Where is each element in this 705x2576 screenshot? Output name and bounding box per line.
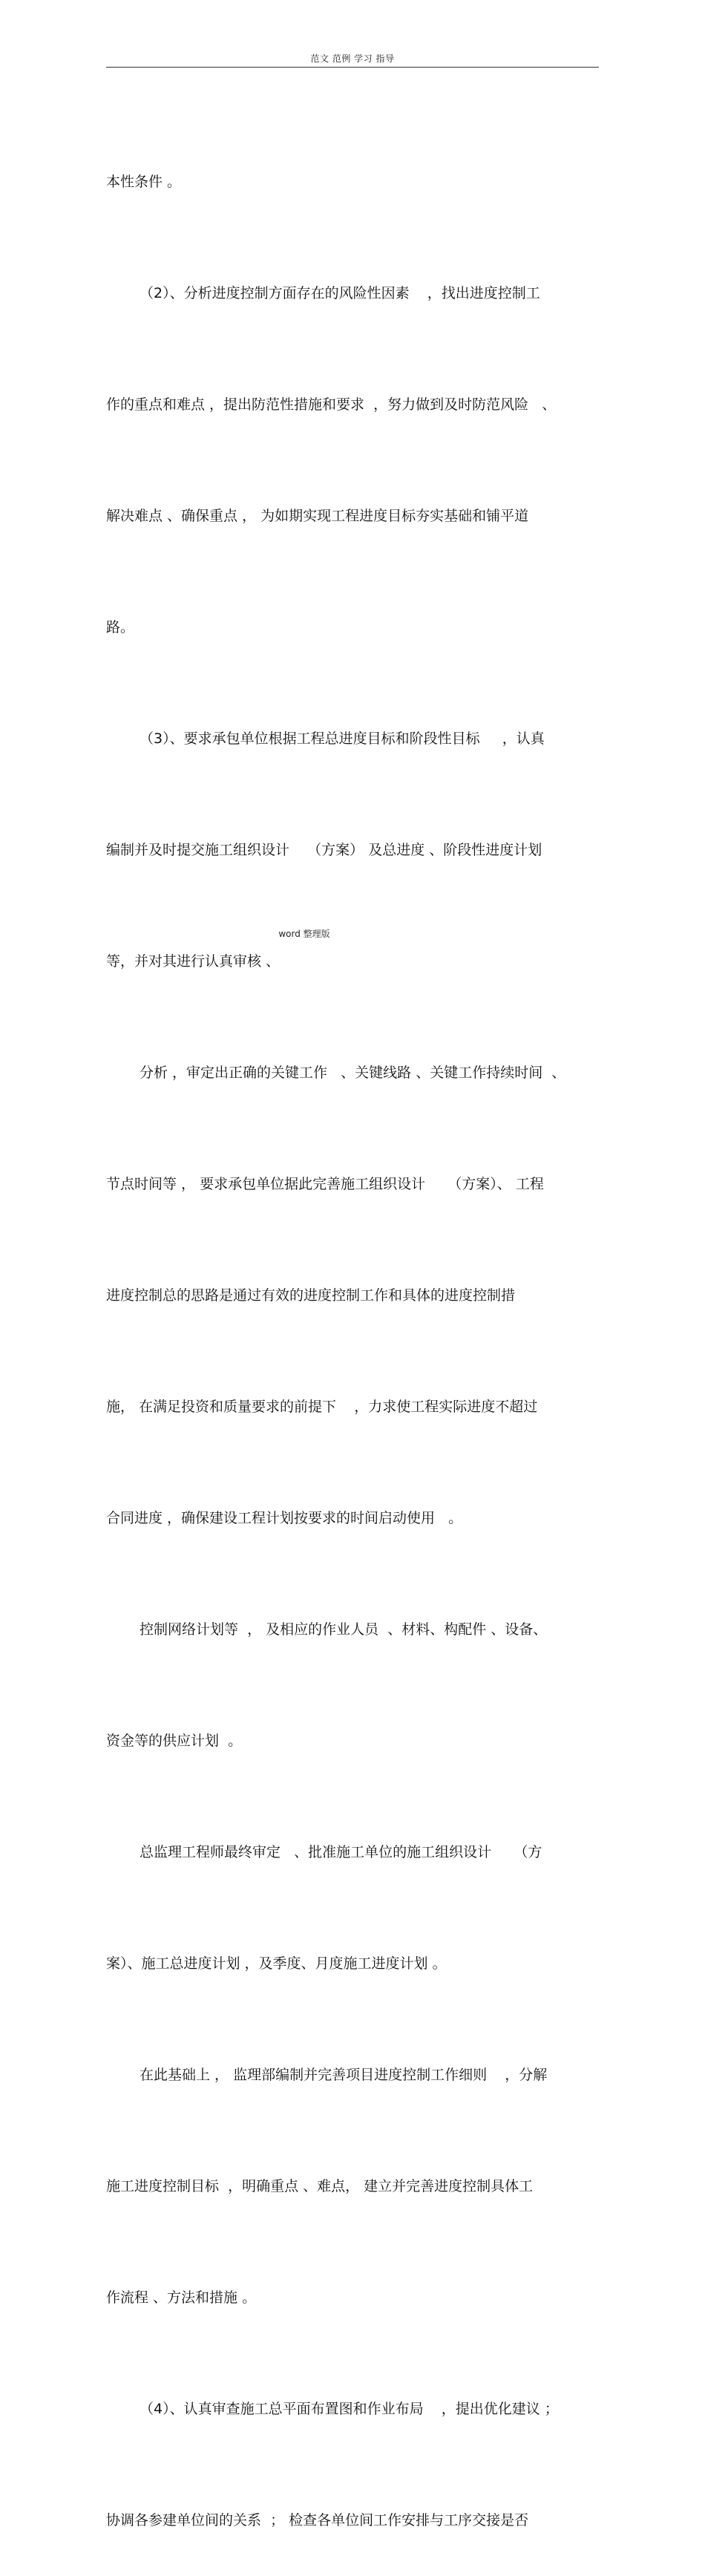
text-line: 在此基础上 ， 监理部编制并完善项目进度控制工作细则 ，分解 <box>140 2067 548 2083</box>
header-divider <box>106 67 599 68</box>
text-line: 作流程 、方法和措施 。 <box>106 2289 257 2306</box>
document-body <box>106 89 618 2576</box>
page-header: 范文 范例 学习 指导 <box>310 53 395 64</box>
text-line: 合同进度 ，确保建设工程计划按要求的时间启动使用 。 <box>106 1510 463 1526</box>
text-line: 作的重点和难点 ，提出防范性措施和要求 ，努力做到及时防范风险 、 <box>106 396 557 413</box>
text-line: 编制并及时提交施工组织设计 （方案） 及总进度 、阶段性进度计划 <box>106 842 542 858</box>
text-line: 施， 在满足投资和质量要求的前提下 ，力求使工程实际进度不超过 <box>106 1399 538 1415</box>
text-line: 路。 <box>106 619 135 635</box>
text-line: 控制网络计划等 ， 及相应的作业人员 、材料、构配件 、设备、 <box>140 1621 548 1638</box>
text-line: 案）、施工总进度计划 ，及季度、月度施工进度计划 。 <box>106 1955 447 1972</box>
text-line: 施工进度控制目标 ，明确重点 、难点， 建立并完善进度控制具体工 <box>106 2178 534 2194</box>
text-line: 总监理工程师最终审定 、批准施工单位的施工组织设计 （方 <box>140 1844 542 1860</box>
text-line: 解决难点 、确保重点 ， 为如期实现工程进度目标夯实基础和铺平道 <box>106 508 529 524</box>
text-line: （2）、分析进度控制方面存在的风险性因素 ，找出进度控制工 <box>140 285 540 301</box>
text-line: 本性条件 。 <box>106 174 182 190</box>
text-line: （4）、认真审查施工总平面布置图和作业布局 ，提出优化建议 ； <box>140 2401 559 2417</box>
text-line: 节点时间等 ， 要求承包单位据此完善施工组织设计 （方案）、 工程 <box>106 1176 544 1192</box>
text-line: （3）、要求承包单位根据工程总进度目标和阶段性目标 ，认真 <box>140 730 545 747</box>
page-footer: word 整理版 <box>278 929 330 939</box>
text-line: 分析 ，审定出正确的关键工作 、关键线路 、关键工作持续时间 、 <box>140 1065 566 1081</box>
text-line: 资金等的供应计划 。 <box>106 1733 243 1749</box>
text-line: 等，并对其进行认真审核 、 <box>106 953 281 970</box>
text-line: 协调各参建单位间的关系 ； 检查各单位间工作安排与工序交接是否 <box>106 2512 529 2528</box>
text-line: 进度控制总的思路是通过有效的进度控制工作和具体的进度控制措 <box>106 1287 516 1304</box>
